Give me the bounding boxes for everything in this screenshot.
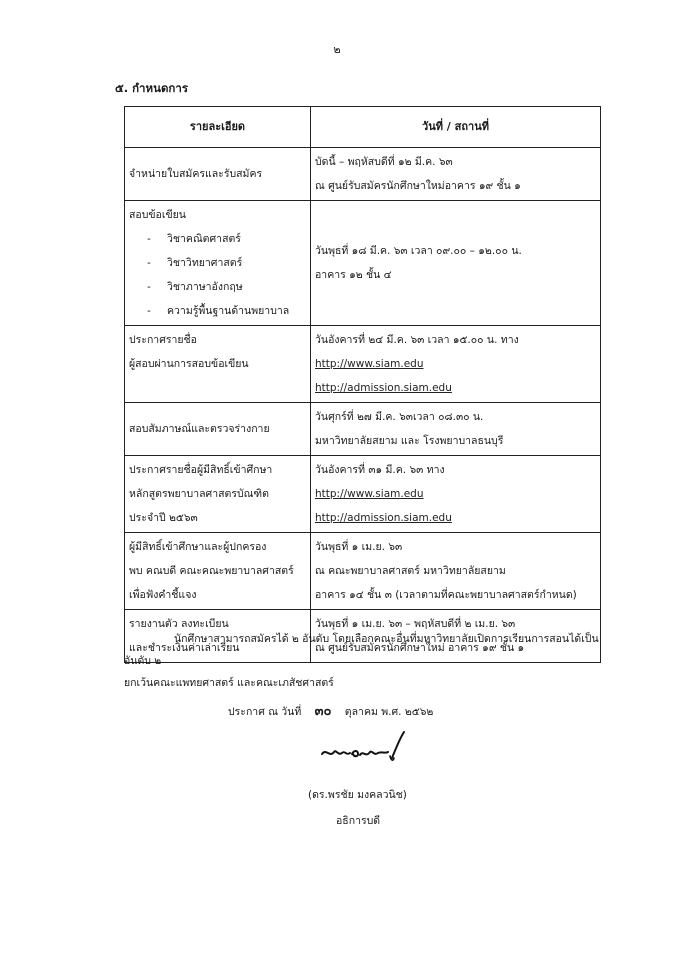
row-date-place [311,456,601,533]
table-header-row [125,107,601,148]
row-date-place [311,533,601,610]
date-line: วันพุธที่ ๑ เม.ย. ๖๓ [315,541,403,553]
place-line: มหาวิทยาลัยสยาม และ โรงพยาบาลธนบุรี [315,435,504,447]
place-line: อาคาร ๑๔ ชั้น ๓ (เวลาตามที่คณะพยาบาลศาสตร์กำหนด) [315,589,577,601]
row-date-place [311,148,601,201]
place-line: อาคาร ๑๒ ชั้น ๔ [315,269,392,281]
note-line-1: นักศึกษาสามารถสมัครได้ ๒ อันดับ โดยเลือกคณะอื่นที่มหาวิทยาลัยเปิดการเรียนการสอนได้เป็นอันดับ ๒ [124,633,599,667]
date-line: วันพุธที่ ๑ เม.ย. ๖๓ – พฤหัสบดีที่ ๒ เม.ย. ๖๓ [315,618,516,630]
table-row [125,326,601,403]
date-line: วันอังคารที่ ๓๑ มี.ค. ๖๓ ทาง [315,464,445,476]
announcement-date [228,700,433,721]
detail-line: ผู้มีสิทธิ์เข้าศึกษาและผู้ปกครอง [129,541,267,553]
subject-item: - วิชาวิทยาศาสตร์ [147,257,243,269]
detail-line: สอบข้อเขียน [129,209,186,221]
detail-line: ประกาศรายชื่อผู้มีสิทธิ์เข้าศึกษา [129,464,273,476]
row-detail [125,148,311,201]
table-row [125,201,601,326]
announce-prefix: ประกาศ ณ วันที่ [228,706,302,718]
row-detail [125,201,311,326]
website-link[interactable]: http://www.siam.edu [315,488,424,500]
date-line: วันศุกร์ที่ ๒๗ มี.ค. ๖๓เวลา ๐๘.๓๐ น. [315,411,484,423]
place-line: ณ ศูนย์รับสมัครนักศึกษาใหม่อาคาร ๑๙ ชั้น ๑ [315,180,521,192]
detail-line: จำหน่ายใบสมัครและรับสมัคร [129,168,263,180]
row-date-place [311,403,601,456]
date-line: วันพุธที่ ๑๘ มี.ค. ๖๓ เวลา ๐๙.๐๐ – ๑๒.๐๐ น. [315,245,522,257]
website-link[interactable]: http://www.siam.edu [315,358,424,370]
detail-line: ประกาศรายชื่อ [129,334,197,346]
announce-month-year: ตุลาคม พ.ศ. ๒๕๖๒ [344,706,434,718]
admission-link[interactable]: http://admission.siam.edu [315,382,452,394]
row-detail [125,326,311,403]
table-row [125,403,601,456]
row-detail [125,403,311,456]
signer-position: อธิการบดี [336,815,381,827]
place-line: ณ ศูนย์รับสมัครนักศึกษาใหม่ อาคาร ๑๙ ชั้น ๑ [315,642,525,654]
header-date-place: วันที่ / สถานที่ [311,107,601,148]
table-row [125,533,601,610]
detail-line: พบ คณบดี คณะคณะพยาบาลศาสตร์ [129,565,294,577]
date-line: บัดนี้ – พฤหัสบดีที่ ๑๒ มี.ค. ๖๓ [315,156,453,168]
note-line-2: ยกเว้นคณะแพทยศาสตร์ และคณะเภสัชศาสตร์ [124,677,334,689]
announce-day: ๓๐ [314,704,332,719]
application-note [124,628,624,694]
header-detail: รายละเอียด [125,107,311,148]
signature-image [318,728,408,768]
subject-item: - วิชาคณิตศาสตร์ [147,233,241,245]
date-line: วันอังคารที่ ๒๔ มี.ค. ๖๓ เวลา ๑๕.๐๐ น. ทาง [315,334,519,346]
subject-item: - วิชาภาษาอังกฤษ [147,281,243,293]
row-date-place [311,201,601,326]
schedule-table [124,106,601,663]
table-row [125,148,601,201]
subject-item: - ความรู้พื้นฐานด้านพยาบาล [147,305,290,317]
detail-line: สอบสัมภาษณ์และตรวจร่างกาย [129,423,270,435]
detail-line: และชำระเงินค่าเล่าเรียน [129,642,240,654]
signer-name: (ดร.พรชัย มงคลวนิช) [308,789,407,801]
table-row [125,456,601,533]
detail-line: ผู้สอบผ่านการสอบข้อเขียน [129,358,249,370]
detail-line: ประจำปี ๒๕๖๓ [129,512,198,524]
section-title: ๕. กำหนดการ [115,81,189,95]
detail-line: รายงานตัว ลงทะเบียน [129,618,229,630]
row-detail [125,533,311,610]
detail-line: หลักสูตรพยาบาลศาสตรบัณฑิต [129,488,269,500]
row-date-place [311,326,601,403]
page-number: ๒ [333,43,341,56]
row-detail [125,456,311,533]
admission-link[interactable]: http://admission.siam.edu [315,512,452,524]
place-line: ณ คณะพยาบาลศาสตร์ มหาวิทยาลัยสยาม [315,565,506,577]
detail-line: เพื่อฟังคำชี้แจง [129,589,197,601]
